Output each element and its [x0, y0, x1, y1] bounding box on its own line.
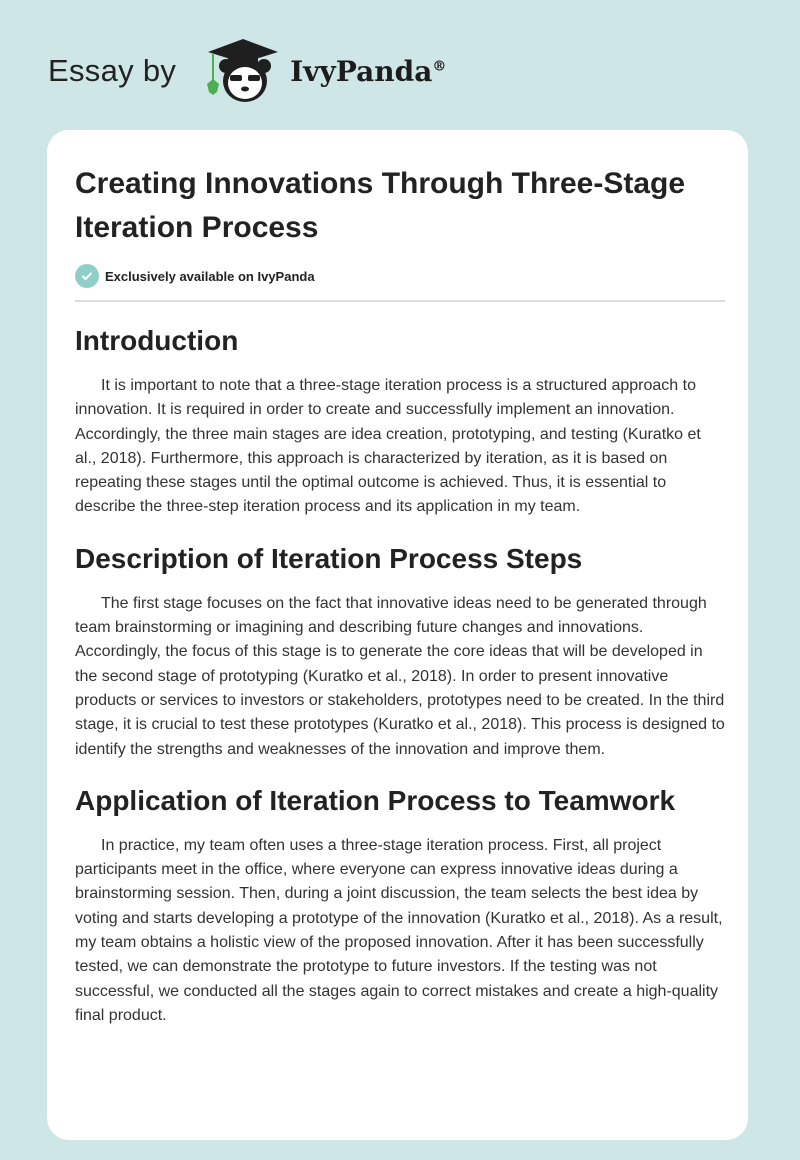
section-paragraph: In practice, my team often uses a three-stage iteration process. First, all project participants meet in the office, where everyone can express innovative ideas during a brainstorming session. Then, during a joint discussion, the team selects the best idea by voting and starts developing a prototype of the innovation (Kuratko et al., 2018). As a result, my team obtains a holistic view of the proposed innovation. After it has been successfully tested, we can demonstrate the prototype to future investors. If the testing was not successful, we conducted all the stages again to correct mistakes and create a high-quality final product.: [75, 836, 723, 1024]
ivypanda-panda-logo-icon[interactable]: [198, 36, 288, 106]
registered-mark: ®: [432, 58, 447, 75]
exclusive-label: Exclusively available on IvyPanda: [105, 268, 315, 284]
essay-title: Creating Innovations Through Three-Stage Iteration Process: [75, 167, 686, 244]
site-header: [48, 36, 446, 106]
brand-name: IvyPanda: [290, 54, 433, 88]
section-paragraph: The first stage focuses on the fact that innovative ideas need to be generated through team brainstorming or imagining and describing future changes and innovations. Accordingly, the focus of this stage is to generate the core ideas that will be developed in the second stage of prototyping (Kuratko et al., 2018). In order to present innovative products or services to investors or stakeholders, prototypes need to be created. In the third stage, it is crucial to test these prototypes (Kuratko et al., 2018). This process is designed to identify the strengths and weaknesses of the innovation and improve them.: [75, 594, 725, 758]
divider: [75, 300, 725, 302]
exclusive-badge: [75, 264, 725, 288]
ivypanda-brand[interactable]: [290, 55, 446, 88]
section-heading: Application of Iteration Process to Teamwork: [75, 784, 676, 816]
section-heading: Introduction: [75, 325, 239, 356]
essay-card: [47, 130, 748, 1140]
section-paragraph: It is important to note that a three-stage iteration process is a structured approach to innovation. It is required in order to create and successfully implement an innovation. Accordingly, the three main stages are idea creation, prototyping, and testing (Kuratko et al., 2018). Furthermore, this approach is characterized by iteration, as it is based on repeating these stages until the optimal outcome is achieved. Thus, it is essential to describe the three-step iteration process and its application in my team.: [75, 377, 701, 516]
section-heading: Description of Iteration Process Steps: [75, 542, 583, 574]
check-circle-icon: [75, 264, 99, 288]
essay-by-label: Essay by: [48, 53, 177, 88]
